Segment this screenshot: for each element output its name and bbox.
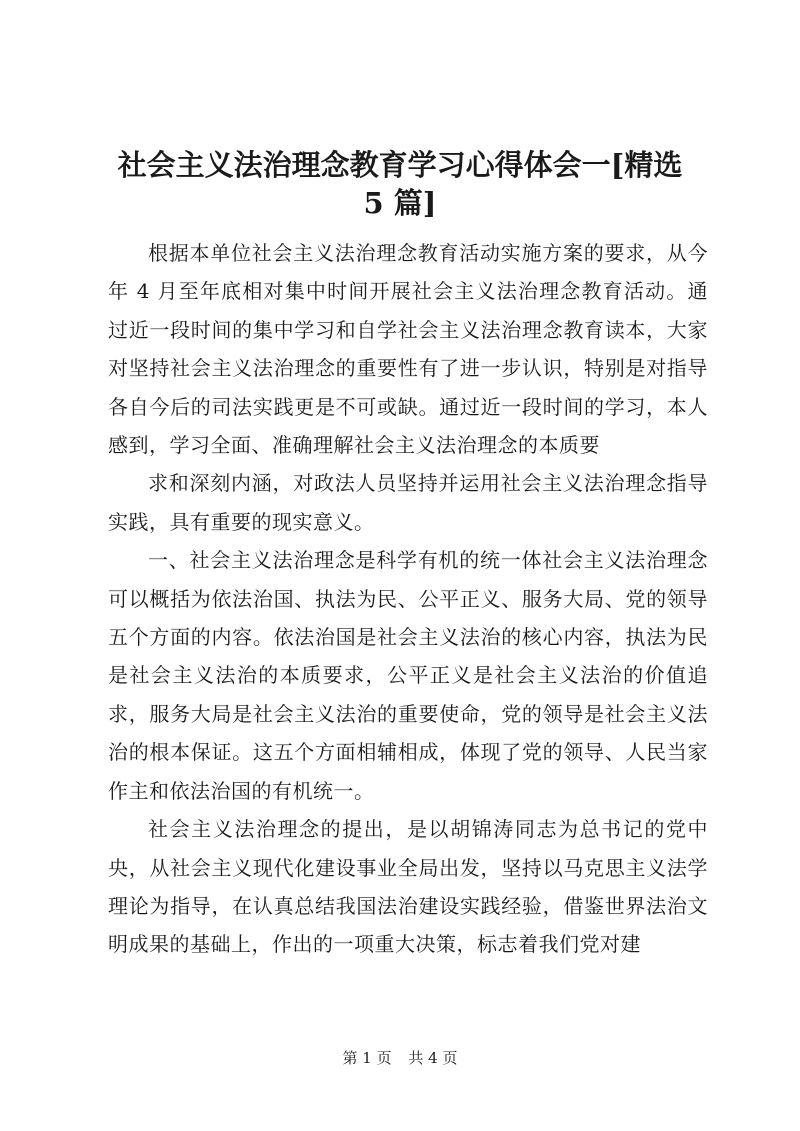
page-number: 第 1 页 xyxy=(342,1049,392,1067)
paragraph-intro-continued: 求和深刻内涵，对政法人员坚持并运用社会主义法治理念指导实践，具有重要的现实意义。 xyxy=(108,471,708,534)
document-title-line-2: 5 篇] xyxy=(363,186,437,220)
page-footer xyxy=(0,1047,800,1068)
document-body xyxy=(108,234,708,964)
page-total: 共 4 页 xyxy=(408,1049,458,1067)
paragraph-section-one: 一、社会主义法治理念是科学有机的统一体社会主义法治理念可以概括为依法治国、执法为民、公平正义、服务大局、党的领导五个方面的内容。依法治国是社会主义法治的核心内容，执法为民是社会主义法治的本质要求，公平正义是社会主义法治的价值追求，服务大局是社会主义法治的重要使命，党的领导是社会主义法治的根本保证。这五个方面相辅相成，体现了党的领导、人民当家作主和依法治国的有机统一。 xyxy=(108,548,708,803)
paragraph-origin: 社会主义法治理念的提出，是以胡锦涛同志为总书记的党中央，从社会主义现代化建设事业全局出发，坚持以马克思主义法学理论为指导，在认真总结我国法治建设实践经验，借鉴世界法治文明成果的基础上，作出的一项重大决策，标志着我们党对建 xyxy=(108,817,708,957)
paragraph-intro: 根据本单位社会主义法治理念教育活动实施方案的要求，从今年 4 月至年底相对集中时间开展社会主义法治理念教育活动。通过近一段时间的集中学习和自学社会主义法治理念教育读本，大家对坚持社会主义法治理念的重要性有了进一步认识，特别是对指导各自今后的司法实践更是不可或缺。通过近一段时间的学习，本人感到，学习全面、准确理解社会主义法治理念的本质要 xyxy=(108,241,708,458)
document-title-line-1: 社会主义法治理念教育学习心得体会一[精选 xyxy=(117,148,683,182)
